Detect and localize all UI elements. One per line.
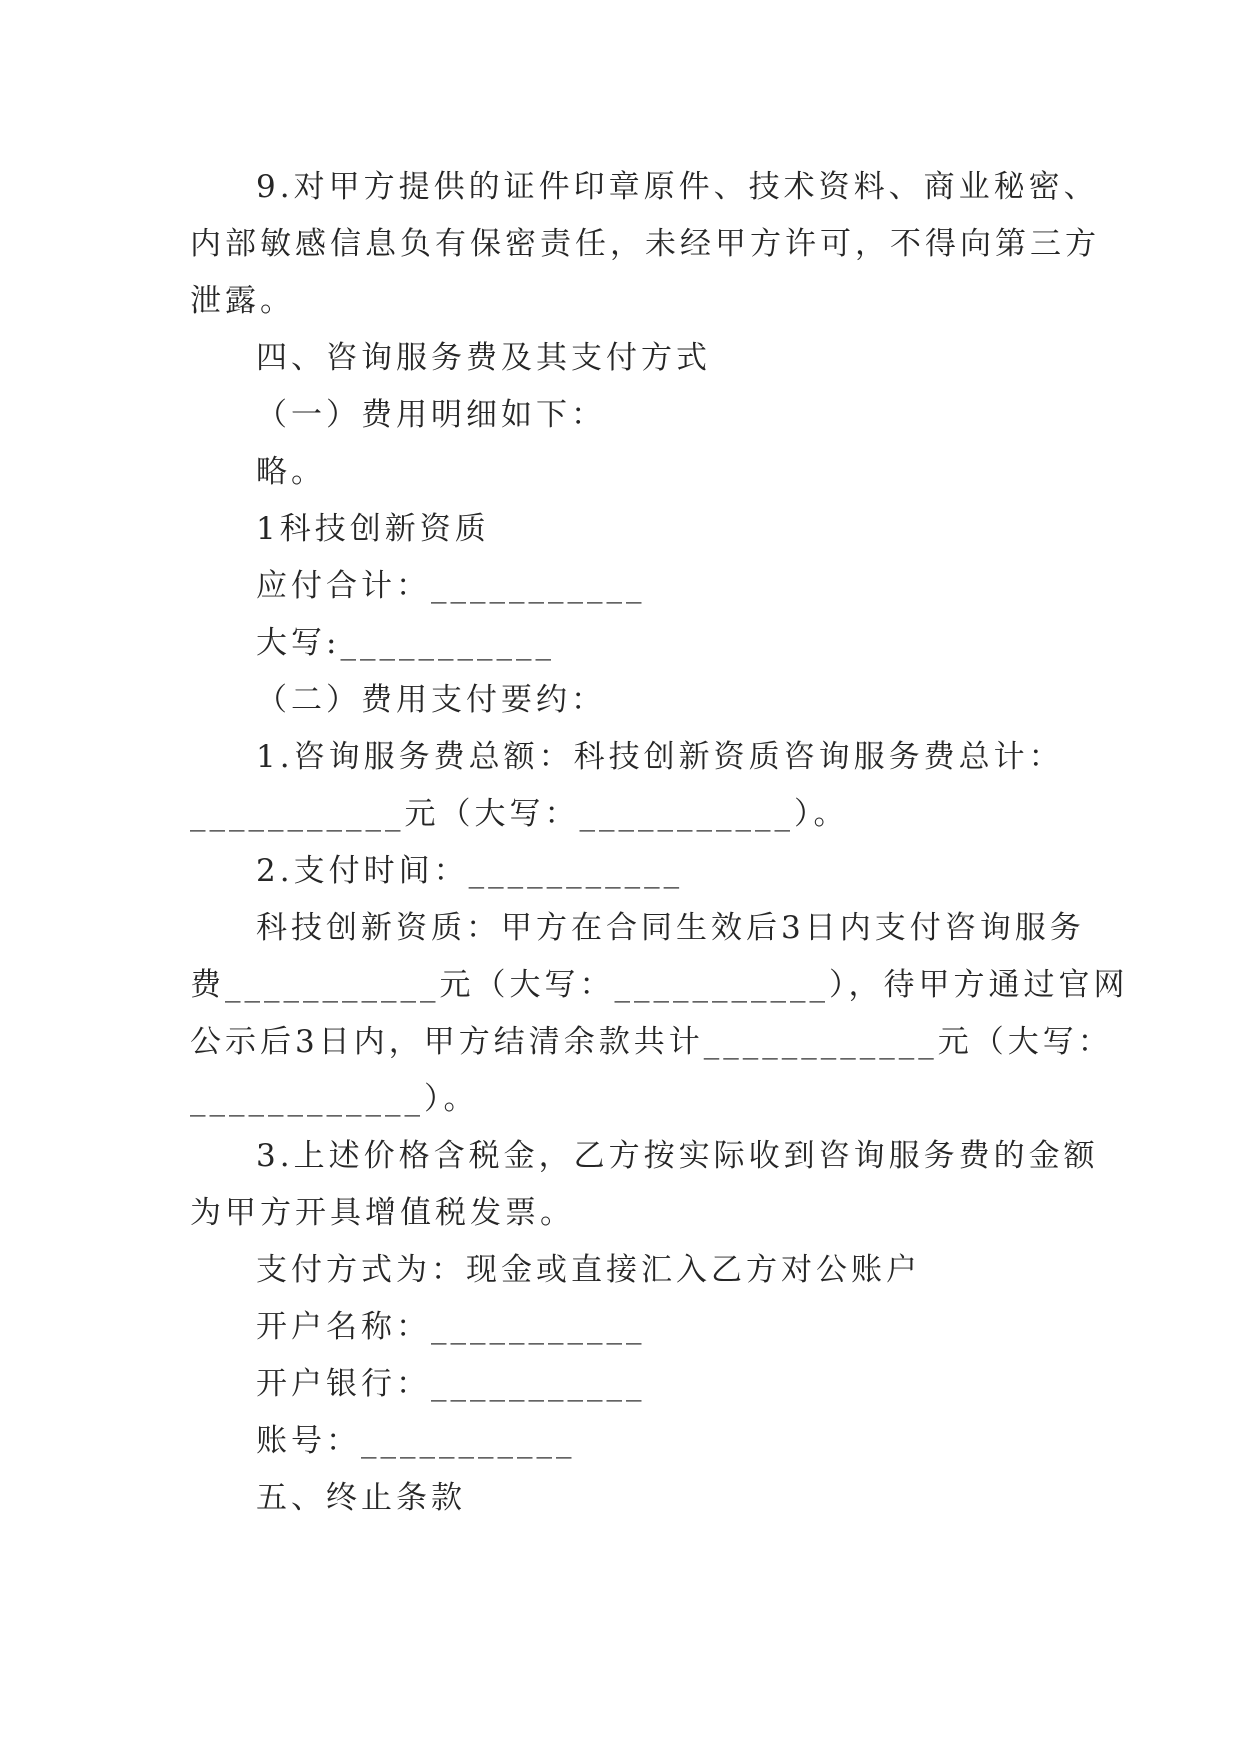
bank-field: 开户银行：___________ (256, 1366, 646, 1402)
payment-schedule-line-4: ____________）。 (190, 1081, 479, 1117)
term-2-payment-time: 2.支付时间：___________ (256, 853, 684, 889)
term-1-line-1: 1.咨询服务费总额：科技创新资质咨询服务费总计： (256, 739, 1064, 775)
payment-method: 支付方式为：现金或直接汇入乙方对公账户 (256, 1252, 921, 1288)
payable-total-field: 应付合计：___________ (256, 568, 646, 604)
term-1-line-2: ___________元（大写：___________）。 (190, 796, 849, 832)
account-name-field: 开户名称：___________ (256, 1309, 646, 1345)
fee-item-1: 1科技创新资质 (256, 511, 490, 547)
subsection-fee-details: （一）费用明细如下： (256, 397, 606, 433)
account-number-field: 账号：___________ (256, 1423, 576, 1459)
term-3-line-2: 为甲方开具增值税发票。 (190, 1195, 575, 1231)
payment-schedule-line-2: 费___________元（大写：___________），待甲方通过官网 (190, 967, 1129, 1003)
fee-details-omitted: 略。 (256, 454, 326, 490)
section-4-heading: 四、咨询服务费及其支付方式 (256, 340, 711, 376)
term-3-line-1: 3.上述价格含税金，乙方按实际收到咨询服务费的金额 (256, 1138, 1099, 1174)
payment-schedule-line-3: 公示后3日内，甲方结清余款共计____________元（大写： (190, 1024, 1113, 1060)
section-5-heading: 五、终止条款 (256, 1480, 466, 1516)
payment-schedule-line-1: 科技创新资质：甲方在合同生效后3日内支付咨询服务 (256, 910, 1085, 946)
subsection-payment-terms: （二）费用支付要约： (256, 682, 606, 718)
amount-in-words-field: 大写:___________ (256, 625, 555, 661)
clause-9-line-2: 内部敏感信息负有保密责任，未经甲方许可，不得向第三方 (190, 226, 1100, 262)
clause-9-line-1: 9.对甲方提供的证件印章原件、技术资料、商业秘密、 (256, 169, 1099, 205)
clause-9-line-3: 泄露。 (190, 283, 295, 319)
